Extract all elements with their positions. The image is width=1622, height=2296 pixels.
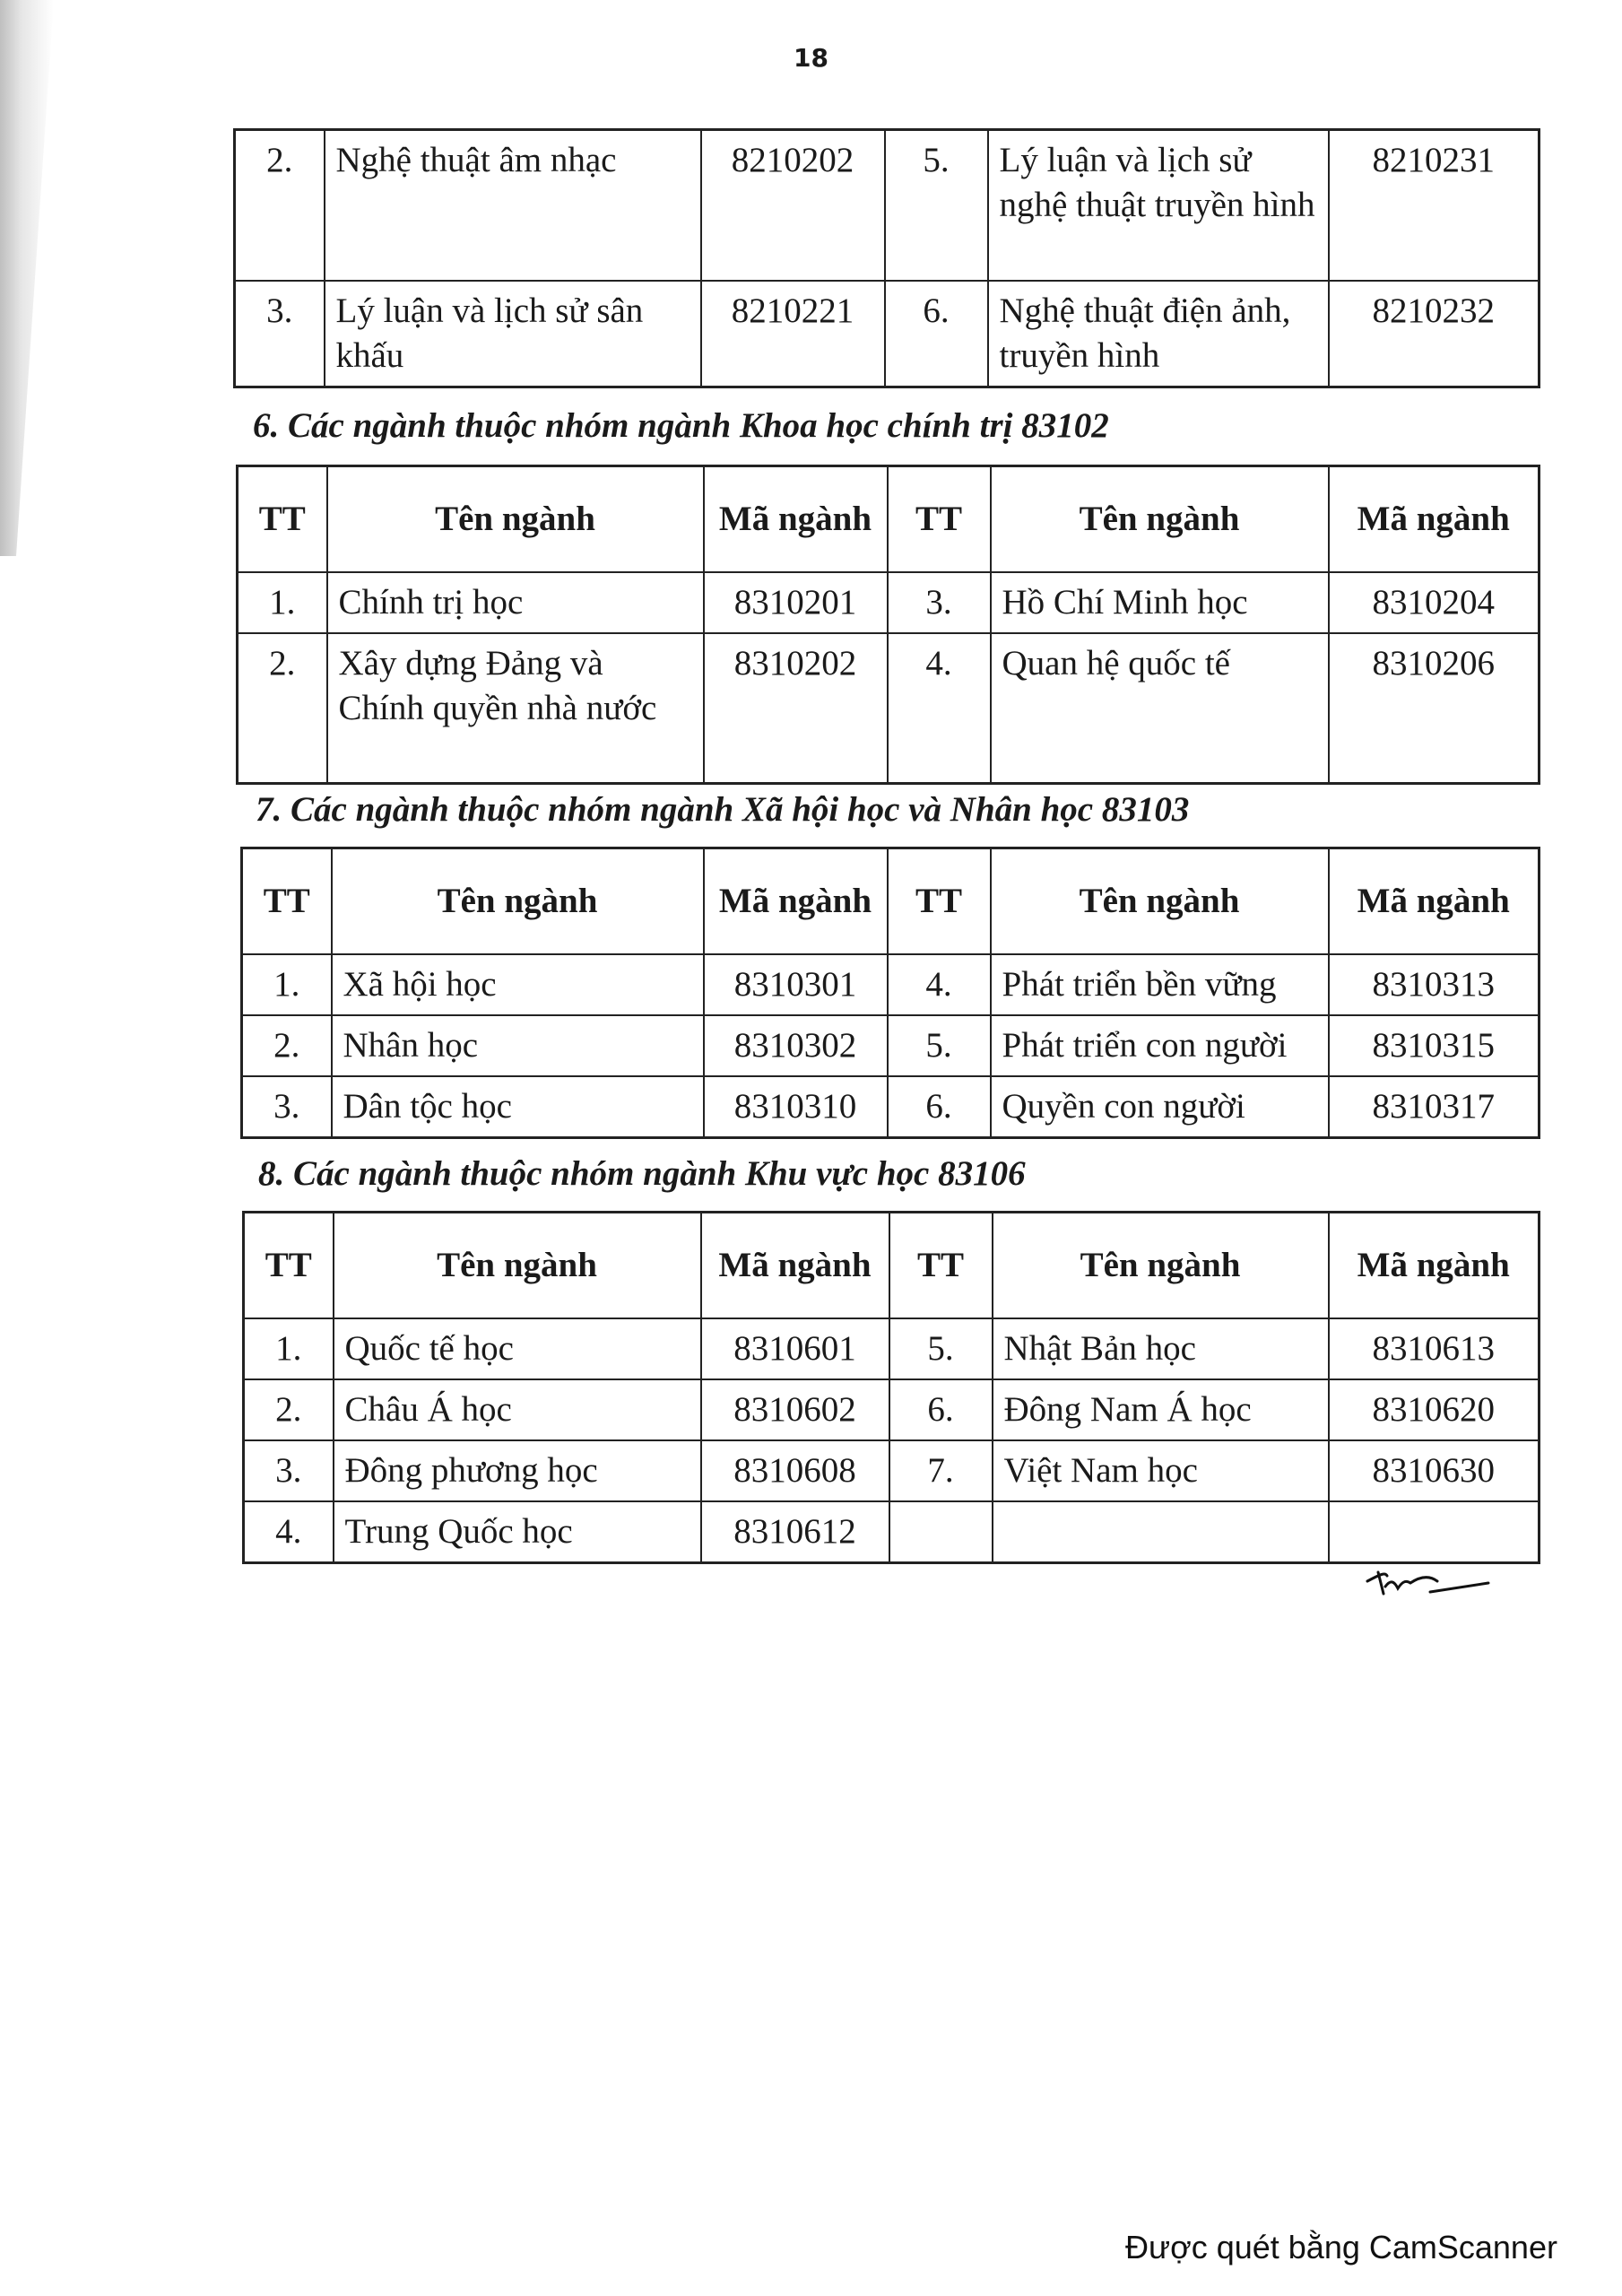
header-major-code: Mã ngành — [704, 848, 888, 954]
header-major-name: Tên ngành — [327, 466, 704, 572]
row-number: 6. — [888, 1076, 991, 1138]
major-name: Châu Á học — [334, 1379, 701, 1440]
header-major-name: Tên ngành — [334, 1213, 701, 1318]
major-code: 8310608 — [701, 1440, 889, 1501]
major-name: Xây dựng Đảng và Chính quyền nhà nước — [327, 633, 704, 784]
major-name: Chính trị học — [327, 572, 704, 633]
row-number: 2. — [238, 633, 327, 784]
table-row — [238, 633, 1540, 784]
row-number: 4. — [888, 954, 991, 1015]
header-major-code: Mã ngành — [1329, 848, 1540, 954]
row-number — [889, 1501, 993, 1563]
major-name: Xã hội học — [332, 954, 704, 1015]
major-code: 8310201 — [704, 572, 888, 633]
section-8-title: 8. Các ngành thuộc nhóm ngành Khu vực học 83106 — [258, 1154, 1026, 1193]
major-code: 8210221 — [701, 281, 885, 387]
section-7-title: 7. Các ngành thuộc nhóm ngành Xã hội học và Nhân học 83103 — [256, 790, 1190, 829]
major-name: Phát triển bền vững — [991, 954, 1329, 1015]
major-code — [1329, 1501, 1540, 1563]
section-6-title: 6. Các ngành thuộc nhóm ngành Khoa học chính trị 83102 — [253, 406, 1109, 445]
row-number: 2. — [235, 130, 325, 281]
major-name: Đông Nam Á học — [993, 1379, 1329, 1440]
row-number: 5. — [888, 1015, 991, 1076]
handwritten-initials — [1358, 1556, 1493, 1610]
major-code: 8310302 — [704, 1015, 888, 1076]
header-tt: TT — [888, 848, 991, 954]
table-header-row — [244, 1213, 1540, 1318]
page-number: 18 — [794, 43, 828, 73]
major-code: 8310204 — [1329, 572, 1540, 633]
table-row — [235, 130, 1540, 281]
table-row — [238, 572, 1540, 633]
scan-edge-shadow — [0, 0, 54, 556]
table-row — [242, 1076, 1540, 1138]
major-code: 8310310 — [704, 1076, 888, 1138]
major-code: 8310202 — [704, 633, 888, 784]
major-code: 8310313 — [1329, 954, 1540, 1015]
row-number: 3. — [244, 1440, 334, 1501]
major-code: 8310601 — [701, 1318, 889, 1379]
table-section-8 — [242, 1211, 1540, 1564]
scanner-watermark: Được quét bằng CamScanner — [1125, 2229, 1557, 2266]
header-major-name: Tên ngành — [991, 848, 1329, 954]
header-major-name: Tên ngành — [332, 848, 704, 954]
table-section-6 — [236, 465, 1540, 785]
row-number: 3. — [235, 281, 325, 387]
major-name: Quốc tế học — [334, 1318, 701, 1379]
major-name: Nhân học — [332, 1015, 704, 1076]
major-code: 8310301 — [704, 954, 888, 1015]
major-name: Trung Quốc học — [334, 1501, 701, 1563]
row-number: 3. — [242, 1076, 332, 1138]
header-tt: TT — [242, 848, 332, 954]
row-number: 1. — [244, 1318, 334, 1379]
table-header-row — [242, 848, 1540, 954]
table-row — [244, 1379, 1540, 1440]
major-name: Nghệ thuật âm nhạc — [325, 130, 701, 281]
major-code: 8310206 — [1329, 633, 1540, 784]
major-code: 8310630 — [1329, 1440, 1540, 1501]
row-number: 2. — [244, 1379, 334, 1440]
table-section-7 — [240, 847, 1540, 1139]
header-major-name: Tên ngành — [993, 1213, 1329, 1318]
header-major-name: Tên ngành — [991, 466, 1329, 572]
major-name — [993, 1501, 1329, 1563]
table-continued — [233, 128, 1540, 388]
header-major-code: Mã ngành — [701, 1213, 889, 1318]
header-major-code: Mã ngành — [704, 466, 888, 572]
table-row — [244, 1318, 1540, 1379]
major-code: 8310315 — [1329, 1015, 1540, 1076]
row-number: 6. — [889, 1379, 993, 1440]
major-name: Nghệ thuật điện ảnh, truyền hình — [988, 281, 1329, 387]
major-code: 8310613 — [1329, 1318, 1540, 1379]
major-name: Hồ Chí Minh học — [991, 572, 1329, 633]
row-number: 6. — [885, 281, 988, 387]
header-major-code: Mã ngành — [1329, 1213, 1540, 1318]
table-row — [244, 1501, 1540, 1563]
table-row — [242, 1015, 1540, 1076]
header-tt: TT — [238, 466, 327, 572]
row-number: 1. — [238, 572, 327, 633]
table-row — [235, 281, 1540, 387]
major-name: Phát triển con người — [991, 1015, 1329, 1076]
major-name: Lý luận và lịch sử nghệ thuật truyền hình — [988, 130, 1329, 281]
header-major-code: Mã ngành — [1329, 466, 1540, 572]
major-name: Đông phương học — [334, 1440, 701, 1501]
major-code: 8210231 — [1329, 130, 1540, 281]
major-code: 8310602 — [701, 1379, 889, 1440]
major-name: Lý luận và lịch sử sân khấu — [325, 281, 701, 387]
header-tt: TT — [888, 466, 991, 572]
row-number: 1. — [242, 954, 332, 1015]
major-name: Quyền con người — [991, 1076, 1329, 1138]
row-number: 5. — [889, 1318, 993, 1379]
major-name: Nhật Bản học — [993, 1318, 1329, 1379]
major-code: 8310620 — [1329, 1379, 1540, 1440]
major-code: 8210232 — [1329, 281, 1540, 387]
row-number: 3. — [888, 572, 991, 633]
table-row — [242, 954, 1540, 1015]
header-tt: TT — [889, 1213, 993, 1318]
table-header-row — [238, 466, 1540, 572]
table-continued-body — [235, 130, 1540, 387]
major-code: 8310612 — [701, 1501, 889, 1563]
header-tt: TT — [244, 1213, 334, 1318]
major-name: Dân tộc học — [332, 1076, 704, 1138]
row-number: 2. — [242, 1015, 332, 1076]
row-number: 4. — [244, 1501, 334, 1563]
row-number: 4. — [888, 633, 991, 784]
major-name: Việt Nam học — [993, 1440, 1329, 1501]
major-code: 8210202 — [701, 130, 885, 281]
row-number: 5. — [885, 130, 988, 281]
major-name: Quan hệ quốc tế — [991, 633, 1329, 784]
row-number: 7. — [889, 1440, 993, 1501]
major-code: 8310317 — [1329, 1076, 1540, 1138]
table-row — [244, 1440, 1540, 1501]
